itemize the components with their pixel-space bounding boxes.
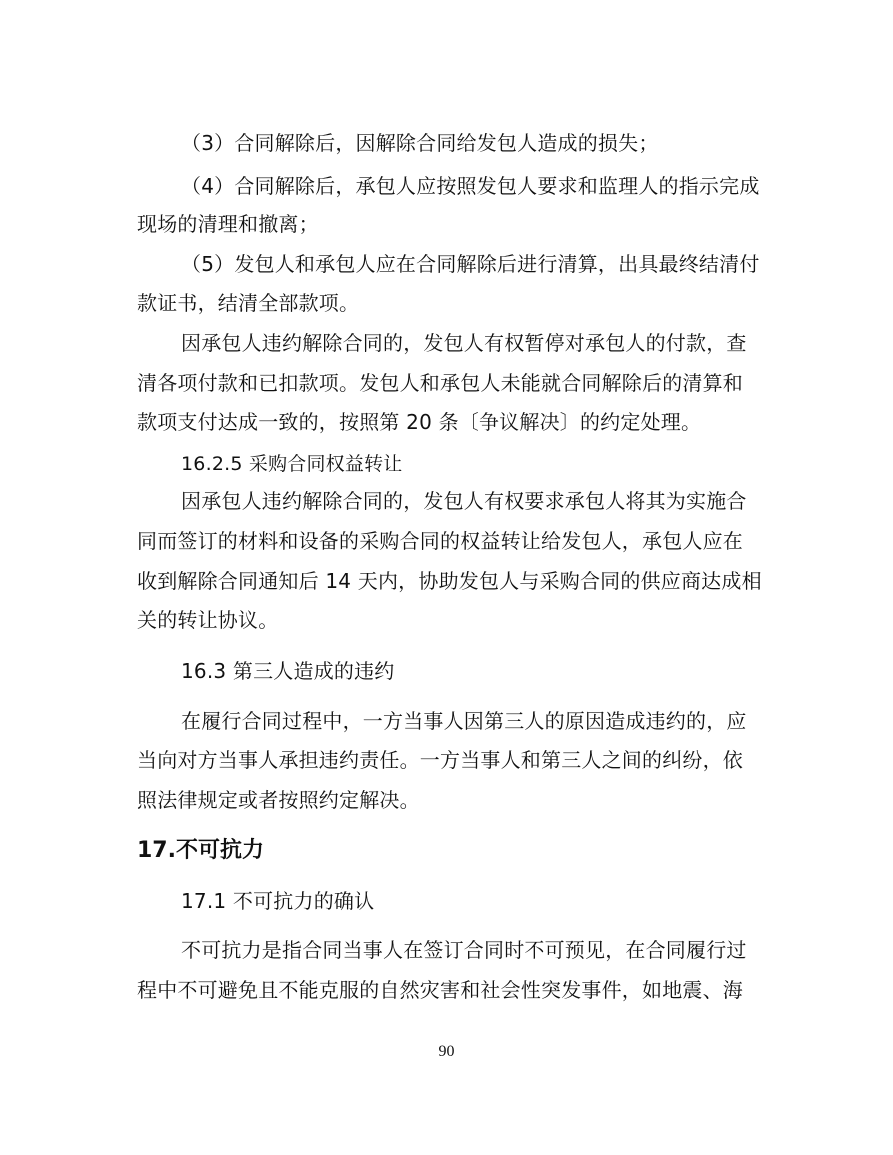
section-heading-16-3: 16.3 第三人造成的违约 (181, 659, 395, 683)
paragraph-line: 因承包人违约解除合同的，发包人有权暂停对承包人的付款，查 (181, 331, 747, 355)
subsection-heading-16-2-5: 16.2.5 采购合同权益转让 (181, 453, 403, 475)
paragraph-line: 同而签订的材料和设备的采购合同的权益转让给发包人，承包人应在 (137, 529, 743, 553)
list-item-4-line-2: 现场的清理和撤离； (137, 212, 319, 236)
paragraph-line: 款项支付达成一致的，按照第 20 条〔争议解决〕的约定处理。 (137, 410, 702, 434)
paragraph-line: 照法律规定或者按照约定解决。 (137, 788, 420, 812)
paragraph-line: 程中不可避免且不能克服的自然灾害和社会性突发事件，如地震、海 (137, 978, 743, 1002)
paragraph-line: 在履行合同过程中，一方当事人因第三人的原因造成违约的，应 (181, 709, 747, 733)
list-item-5-line-2: 款证书，结清全部款项。 (137, 291, 360, 315)
paragraph-line: 当向对方当事人承担违约责任。一方当事人和第三人之间的纠纷，依 (137, 748, 743, 772)
paragraph-line: 收到解除合同通知后 14 天内，协助发包人与采购合同的供应商达成相 (137, 569, 762, 593)
paragraph-line: 清各项付款和已扣款项。发包人和承包人未能就合同解除后的清算和 (137, 371, 743, 395)
section-heading-17-1: 17.1 不可抗力的确认 (181, 889, 375, 913)
chapter-heading-17: 17.不可抗力 (137, 838, 264, 863)
paragraph-line: 因承包人违约解除合同的，发包人有权要求承包人将其为实施合 (181, 489, 747, 513)
list-item-5-line-1: （5）发包人和承包人应在合同解除后进行清算，出具最终结清付 (181, 252, 760, 276)
list-item-4-line-1: （4）合同解除后，承包人应按照发包人要求和监理人的指示完成 (181, 174, 760, 198)
paragraph-line: 关的转让协议。 (137, 608, 279, 632)
list-item-3: （3）合同解除后，因解除合同给发包人造成的损失； (181, 131, 659, 155)
paragraph-line: 不可抗力是指合同当事人在签订合同时不可预见，在合同履行过 (181, 938, 747, 962)
page-number: 90 (438, 1043, 455, 1060)
